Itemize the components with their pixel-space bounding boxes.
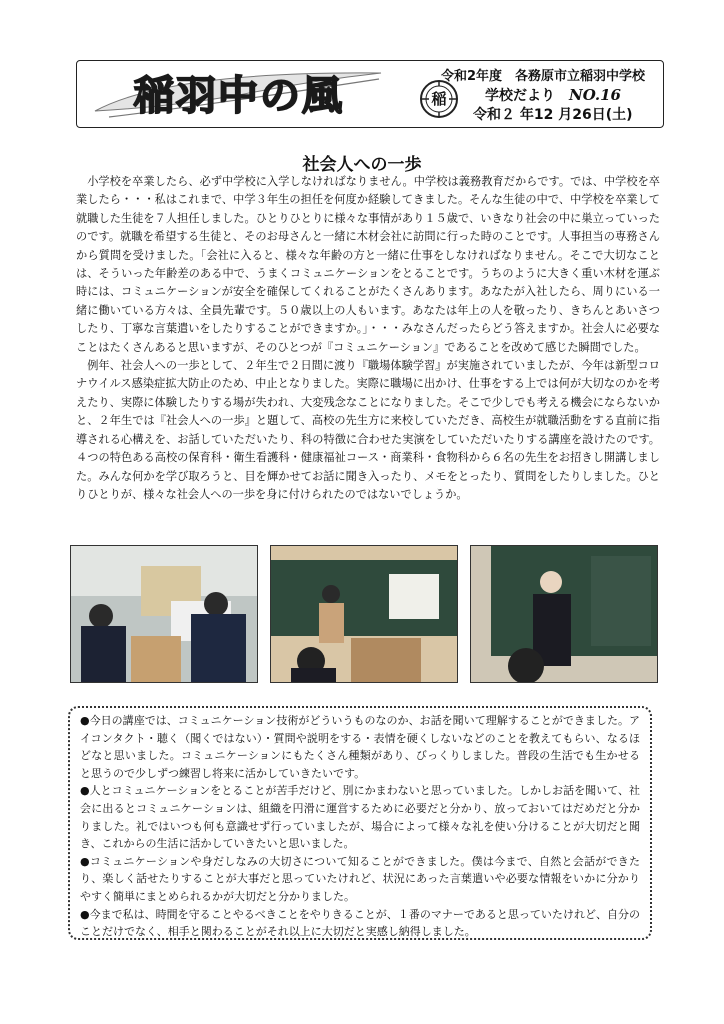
school-name: 令和2年度 各務原市立稲羽中学校 [441, 69, 646, 84]
article-paragraph: 小学校を卒業したら、必ず中学校に入学しなければなりません。中学校は義務教育だからです。では、中学校を卒業したら・・・私はこれまで、中学３年生の担任を何度か経験してきました。そんな生徒の中で、中学校を卒業して就職した生徒を７人担任しました。ひとりひとりに様々な事情があり１５歳で、いきなり社会の中に巣立っていったのです。就職を希望する生徒と、そのお母さんと一緒に木材会社に訪問に行った時のことです。人事担当の専務さんから質問を受けました。「会社に入ると、様々な年齢の方と一緒に仕事をしなければなりません。そこで大切なことは、そういった年齢差のある中で、うまくコミュニケーションをとることです。うちのように大きく重い木材を運ぶ時には、コミュニケーションが安全を確保してくれることがたくさんあります。あなたが入社したら、周りにいる一緒に働いている方々は、全員先輩です。５０歳以上の人もいます。あなたは年上の人を敬ったり、きちんとあいさつしたり、丁寧な言葉遣いをしたりすることができますか。」・・・みなさんだったらどう答えますか。社会人に必要なことはたくさんあると思いますが、そのひとつが『コミュニケーション』であることを改めて感じた瞬間でした。 [76, 175, 660, 354]
masthead-wind-graphic [89, 65, 389, 121]
newsletter-header [76, 60, 664, 128]
article-paragraph: 例年、社会人への一歩として、２年生で２日間に渡り『職場体験学習』が実施されていましたが、今年は新型コロナウイルス感染症拡大防止のため、中止となりました。実際に職場に出かけ、仕事をする上では何が大切なのかを考えたり、実際に体験したりする場が失われ、大変残念なことになりました。そこで少しでも考える機会にならないかと、２年生では『社会人への一歩』と題して、高校の先生方に来校していただき、高校生が就職活動をする直前に指導される心構えを、お話していただいたり、科の特徴に合わせた実演をしていただいたりする講座を設けたのです。４つの特色ある高校の保育科・衛生看護科・健康福祉コース・商業科・食物科から６名の先生をお招きし開講しました。みんな何かを学び取ろうと、目を輝かせてお話に聞き入ったり、メモをとったり、質問をしたりしました。ひとりひとりが、様々な社会人への一歩を身に付けられたのではないでしょうか。 [76, 359, 660, 501]
issue-date: 令和２ 年12 月26日(土) [473, 107, 633, 123]
student-comment: ●コミュニケーションや身だしなみの大切さについて知ることができました。僕は今まで、自然と会話ができたり、楽しく話せたりすることが大事だと思っていたけれど、状況にあった言葉遣いや必要な情報をいかに分かりやすく簡単にまとめられるかが大切だと分かりました。 [80, 854, 640, 903]
article-title: 社会人への一歩 [302, 155, 422, 175]
issue-number: NO.16 [569, 86, 621, 104]
newsletter-type: 学校だより [485, 88, 555, 104]
photo-chalkboard-lecture [270, 545, 458, 683]
newsletter-label [485, 85, 621, 105]
article-body [76, 173, 660, 504]
photo-teacher-speaking [470, 545, 658, 683]
photo-classroom-demonstration [70, 545, 258, 683]
student-comments-box [68, 706, 652, 940]
student-comment: ●今日の講座では、コミュニケーション技術がどういうものなのか、お話を聞いて理解することができました。アイコンタクト・聴く（聞くではない）・質問や説明をする・表情を硬くしないなどのことを教えてもらい、なるほどなと思いました。コミュニケーションにもたくさん種類があり、びっくりしました。普段の生活でも生かせると思うので少しずつ練習し将来に活かしていきたいです。 [80, 714, 640, 780]
masthead-text: 稲羽中の風 [134, 73, 344, 119]
school-emblem-label: 稲 [431, 90, 447, 108]
masthead-logo [89, 65, 389, 121]
student-comment: ●今まで私は、時間を守ることやるべきことをやりきることが、１番のマナーであると思っていたけれど、自分のことだけでなく、相手と関わることがそれ以上に大切だと実感し納得しました。 [80, 907, 640, 939]
student-comment: ●人とコミュニケーションをとることが苦手だけど、別にかまわないと思っていました。しかしお話を聞いて、社会に出るとコミュニケーションは、組織を円滑に運営するために必要だと分かり、放っておいてはだめだと分かりました。礼ではいつも何も意識せず行っていましたが、場合によって様々な礼を使い分けることが大切だと聞き、これからの生活に活かしていきたいと思いました。 [80, 784, 640, 851]
school-emblem-icon [419, 79, 459, 119]
